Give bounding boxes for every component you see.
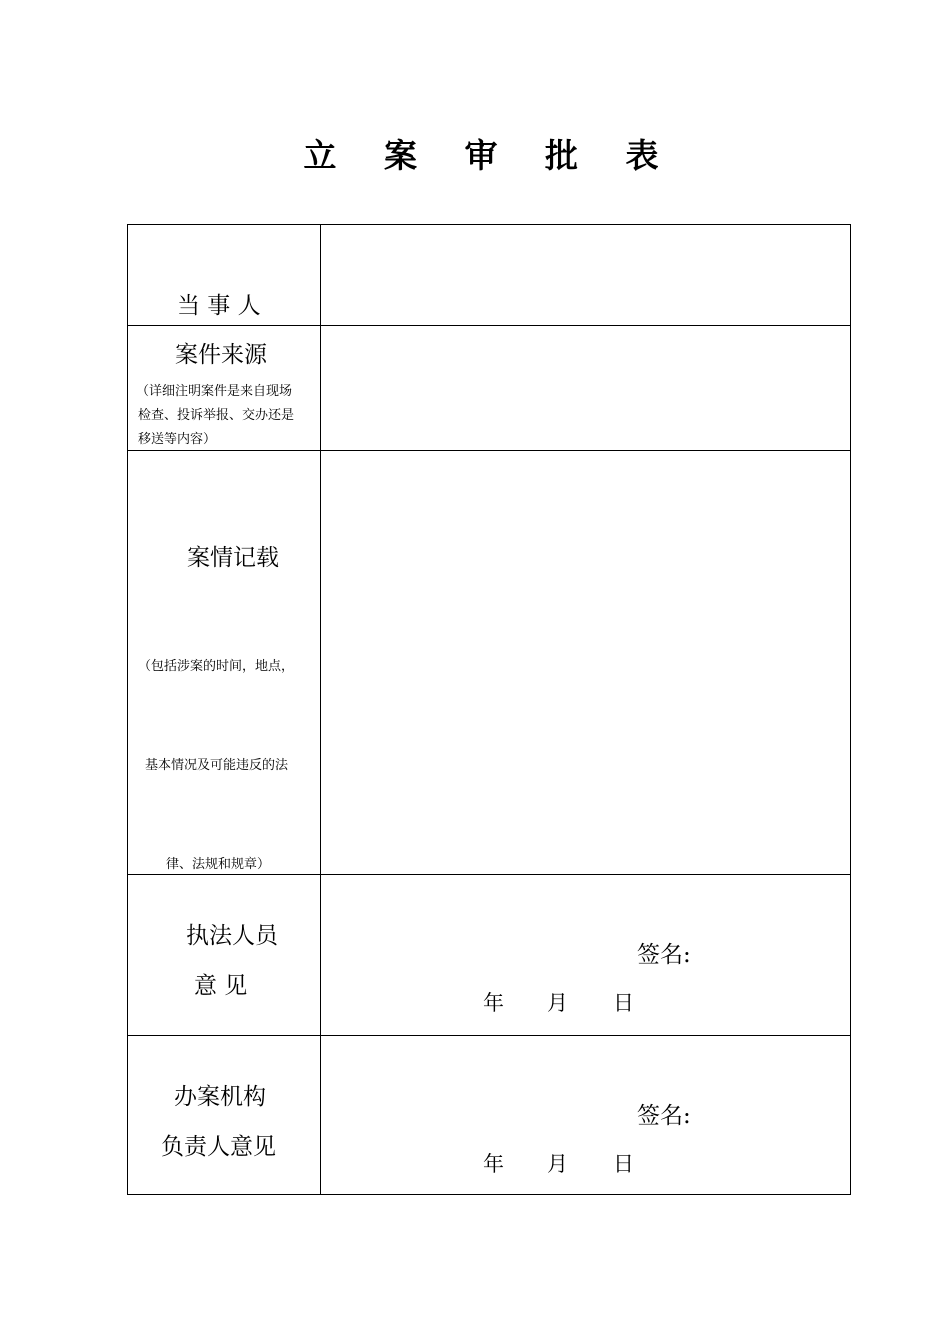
source-note-line2: 检查、投诉举报、交办还是 — [138, 408, 295, 423]
details-note-line2: 基本情况及可能违反的法 — [145, 758, 289, 773]
officer-value-cell[interactable] — [321, 875, 850, 1035]
officer-row — [128, 875, 850, 1036]
form-title: 立 案 审 批 表 — [303, 136, 677, 175]
agency-label-line2: 负责人意见 — [161, 1134, 276, 1160]
agency-date-month: 月 — [547, 1152, 568, 1176]
approval-form-table — [127, 224, 851, 1195]
details-value-cell[interactable] — [321, 451, 850, 874]
party-label-cell — [128, 225, 321, 325]
agency-value-cell[interactable] — [321, 1036, 850, 1194]
details-note-line1: （包括涉案的时间，地点， — [138, 659, 295, 674]
source-note-line3: 移送等内容） — [138, 432, 217, 447]
party-row — [128, 225, 850, 326]
party-label: 当 事 人 — [177, 293, 261, 319]
source-label-cell — [128, 326, 321, 450]
officer-date-month: 月 — [547, 991, 568, 1015]
details-label: 案情记载 — [187, 545, 279, 571]
source-note-line1: （详细注明案件是来自现场 — [136, 384, 293, 399]
source-value-cell[interactable] — [321, 326, 850, 450]
agency-date-year: 年 — [483, 1152, 504, 1176]
agency-date-day: 日 — [613, 1152, 634, 1176]
officer-label-cell — [128, 875, 321, 1035]
details-note-line3: 律、法规和规章） — [166, 857, 271, 872]
agency-label-line1: 办案机构 — [174, 1084, 266, 1110]
source-label: 案件来源 — [175, 342, 267, 368]
officer-label-line1: 执法人员 — [186, 923, 278, 949]
details-label-cell — [128, 451, 321, 874]
agency-row — [128, 1036, 850, 1194]
party-value-cell[interactable] — [321, 225, 850, 325]
officer-label-line2: 意 见 — [194, 973, 248, 999]
agency-signature-label: 签名: — [637, 1103, 691, 1129]
officer-signature-label: 签名: — [637, 942, 691, 968]
officer-date-year: 年 — [483, 991, 504, 1015]
officer-date-day: 日 — [613, 991, 634, 1015]
agency-label-cell — [128, 1036, 321, 1194]
details-row — [128, 451, 850, 875]
source-row — [128, 326, 850, 451]
